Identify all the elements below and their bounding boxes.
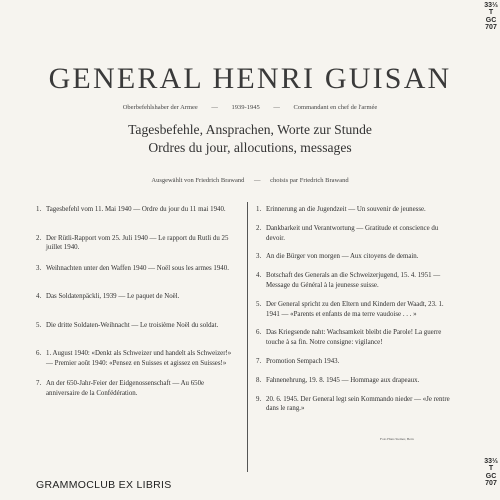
track-number: 7. (36, 380, 42, 388)
tracklist-side-1 (36, 205, 236, 409)
catalog-prefix: GC (485, 472, 497, 480)
catalog-speed: 33⅓ T (484, 2, 498, 17)
track-item (256, 328, 456, 348)
tracklist-side-2 (256, 205, 456, 423)
separator: — (273, 104, 280, 111)
track-title: 1. August 1940: «Denkt als Schweizer und handelt als Schweizer!» — Premier août 1940: «Pensez en Suisses et agissez en Suisses!» (46, 350, 232, 367)
selection-credit (0, 177, 500, 184)
catalog-prefix: GC (485, 16, 497, 24)
years: 1939-1945 (231, 104, 260, 111)
track-title: Der General spricht zu den Eltern und Kindern der Waadt, 23. 1. 1941 — «Parents et enfants de ma terre vaudoise . . . » (266, 300, 444, 318)
track-title: Das Soldatenpäckli, 1939 — Le paquet de Noël. (46, 293, 180, 301)
track-number: 2. (36, 234, 42, 242)
selection-french: choisis par Friedrich Brawand (270, 177, 349, 184)
album-subtitle (0, 104, 500, 111)
track-item (256, 395, 456, 415)
track-title: An die Bürger von morgen — Aux citoyens de demain. (266, 253, 419, 261)
album-title: GENERAL HENRI GUISAN (48, 62, 452, 95)
track-item (36, 292, 236, 310)
track-number: 4. (256, 272, 262, 280)
track-item (256, 357, 456, 367)
separator: — (211, 104, 218, 111)
track-item (256, 300, 456, 320)
track-title: An der 650-Jahr-Feier der Eidgenossenschaft — Au 650e anniversaire de la Confédération. (46, 380, 205, 397)
catalog-speed: 33⅓ T (484, 458, 498, 473)
track-item (256, 224, 456, 244)
track-item (256, 205, 456, 215)
catalog-num: 707 (485, 480, 497, 488)
track-title: Dankbarkeit und Verantwortung — Gratitude et conscience du devoir. (266, 224, 439, 242)
track-number: 8. (256, 376, 262, 384)
track-number: 6. (36, 350, 42, 358)
track-number: 6. (256, 329, 262, 337)
track-title: Erinnerung an die Jugendzeit — Un souvenir de jeunesse. (266, 206, 426, 213)
track-title: 20. 6. 1945. Der General legt sein Kommando nieder — «Je rentre dans le rang.» (266, 395, 450, 413)
catalog-number-top (484, 2, 498, 31)
track-title: Das Kriegsende naht: Wachsamkeit bleibt die Parole! La guerre touche à sa fin. Notre consigne: vigilance! (266, 329, 442, 347)
heading-french: Ordres du jour, allocutions, messages (148, 140, 352, 155)
catalog-num: 707 (485, 24, 497, 32)
track-title: Weihnachten unter den Waffen 1940 — Noël sous les armes 1940. (46, 264, 229, 272)
photo-credit: Foto Hans Steiner, Bern (380, 437, 414, 441)
track-item (36, 234, 236, 254)
heading-german: Tagesbefehle, Ansprachen, Worte zur Stunde (128, 122, 372, 137)
track-item (36, 349, 236, 369)
track-title: Fahnenehrung, 19. 8. 1945 — Hommage aux drapeaux. (266, 376, 420, 384)
track-number: 5. (256, 300, 262, 308)
german-role: Oberbefehlshaber der Armee (122, 104, 198, 111)
track-title: Botschaft des Generals an die Schweizerjugend, 15. 4. 1951 — Message du Général à la jeunesse suisse. (266, 272, 441, 289)
track-item (36, 264, 236, 282)
track-number: 4. (36, 293, 42, 301)
track-item (256, 252, 456, 262)
track-number: 3. (36, 264, 42, 272)
track-number: 2. (256, 224, 262, 232)
selection-german: Ausgewählt von Friedrich Brawand (151, 177, 245, 184)
track-item (36, 321, 236, 339)
french-role: Commandant en chef de l'armée (293, 104, 378, 111)
track-number: 7. (256, 357, 262, 365)
catalog-number-bottom (484, 458, 498, 487)
track-number: 1. (36, 206, 42, 213)
track-item (36, 379, 236, 399)
column-divider (247, 202, 248, 472)
track-title: Der Rütli-Rapport vom 25. Juli 1940 — Le rapport du Rutli du 25 juillet 1940. (46, 234, 229, 252)
track-title: Promotion Sempach 1943. (266, 357, 340, 365)
track-title: Die dritte Soldaten-Weihnacht — Le troisième Noël du soldat. (46, 321, 219, 329)
track-item (36, 205, 236, 223)
track-number: 1. (256, 206, 262, 213)
separator: — (253, 177, 261, 184)
track-number: 3. (256, 253, 262, 261)
track-title: Tagesbefehl vom 11. Mai 1940 — Ordre du jour du 11 mai 1940. (46, 206, 226, 213)
track-item (256, 376, 456, 386)
track-number: 9. (256, 395, 262, 403)
track-item (256, 271, 456, 291)
track-number: 5. (36, 321, 42, 329)
record-label-name: GRAMMOCLUB EX LIBRIS (36, 479, 172, 491)
